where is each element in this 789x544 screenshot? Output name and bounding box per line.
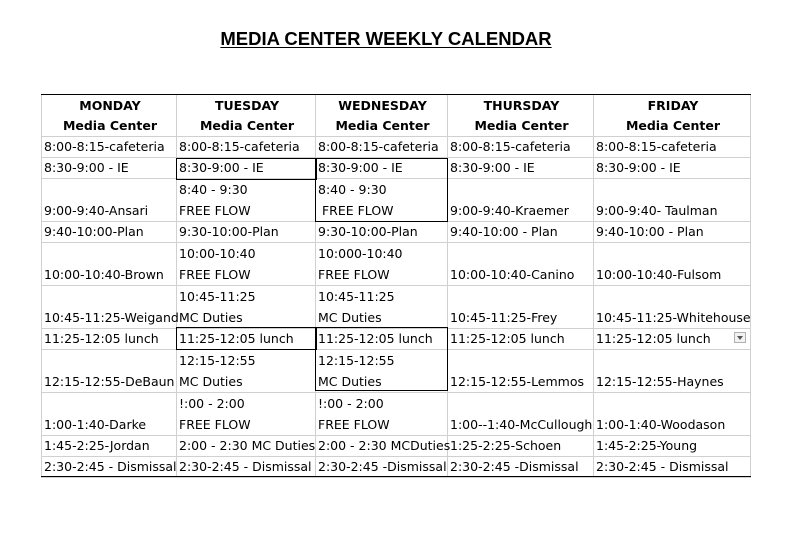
cell-line: 1:00--1:40-McCullough [450,417,593,432]
cell[interactable] [42,286,177,329]
cell-line [450,393,593,414]
day-name: THURSDAY [483,97,560,113]
cell-line: !:00 - 2:00 [179,396,245,411]
cell-line [450,350,593,371]
cell[interactable]: 11:25-12:05 lunch [316,329,448,350]
cell[interactable] [177,286,316,329]
cell[interactable] [448,350,594,393]
cell[interactable] [594,286,751,329]
cell[interactable] [448,286,594,329]
cell-line: 12:15-12:55 [318,353,395,368]
cell[interactable]: 8:00-8:15-cafeteria [594,137,751,158]
cell-line: 8:40 - 9:30 [318,182,387,197]
cell-line: 9:00-9:40-Kraemer [450,203,569,218]
cell-line: !:00 - 2:00 [318,396,384,411]
cell-line: 10:000-10:40 [318,246,403,261]
cell-line: 1:00-1:40-Woodason [596,417,726,432]
cell-line [596,179,750,200]
cell-line: 12:15-12:55-Lemmos [450,374,585,389]
cell[interactable] [316,393,448,436]
cell[interactable]: 9:40-10:00-Plan [42,222,177,243]
table-row [42,393,751,436]
cell[interactable]: 2:00 - 2:30 MC Duties [177,436,316,457]
cell-line: FREE FLOW [318,203,394,218]
cell-line: 12:15-12:55 [179,353,256,368]
dropdown-arrow-icon[interactable] [734,332,746,343]
cell[interactable] [594,350,751,393]
table-bottom-border [41,476,751,477]
cell-line: 10:00-10:40 [179,246,256,261]
cell-line: 10:00-10:40-Fulsom [596,267,722,282]
cell[interactable] [42,243,177,286]
cell-line: FREE FLOW [318,267,390,282]
cell-line [44,243,176,264]
cell-line: 10:45-11:25-Whitehouse [596,310,751,325]
day-place: Media Center [199,117,295,133]
day-place: Media Center [625,117,721,133]
cell-line: FREE FLOW [318,417,390,432]
cell-line: 10:00-10:40-Brown [44,267,164,282]
cell-line: 10:45-11:25-Frey [450,310,558,325]
cell-line: MC Duties [179,374,243,389]
cell[interactable]: 2:30-2:45 - Dismissal [42,457,177,478]
cell[interactable]: 1:45-2:25-Jordan [42,436,177,457]
cell[interactable]: 8:30-9:00 - IE [42,158,177,179]
cell[interactable] [177,243,316,286]
day-name: WEDNESDAY [338,97,427,113]
cell[interactable]: 2:30-2:45 -Dismissal [316,457,448,478]
cell[interactable]: 9:40-10:00 - Plan [448,222,594,243]
table-row [42,137,751,158]
day-name: FRIDAY [647,97,699,113]
header-monday[interactable] [42,95,177,137]
cell[interactable]: 2:30-2:45 -Dismissal [448,457,594,478]
cell-line: 12:15-12:55-Haynes [596,374,724,389]
cell[interactable]: 8:00-8:15-cafeteria [316,137,448,158]
cell[interactable]: 9:40-10:00 - Plan [594,222,751,243]
cell[interactable] [448,179,594,222]
table-row [42,457,751,478]
table-top-border [41,94,751,95]
cell-line: 10:45-11:25 [179,289,256,304]
cell[interactable]: 11:25-12:05 lunch [42,329,177,350]
cell[interactable]: 8:00-8:15-cafeteria [448,137,594,158]
page-title: MEDIA CENTER WEEKLY CALENDAR [220,28,552,49]
cell-line [450,179,593,200]
cell-line: 1:00-1:40-Darke [44,417,147,432]
table-row [42,436,751,457]
cell[interactable]: 2:00 - 2:30 MCDuties [316,436,448,457]
weekly-calendar-table [41,94,751,478]
cell-line [44,179,176,200]
cell[interactable]: 9:30-10:00-Plan [316,222,448,243]
cell-line [596,286,750,307]
cell[interactable]: 2:30-2:45 - Dismissal [594,457,751,478]
day-name: MONDAY [79,97,141,113]
cell-line [596,393,750,414]
cell-line: 9:00-9:40- Taulman [596,203,718,218]
cell[interactable] [42,393,177,436]
cell[interactable] [316,286,448,329]
cell[interactable]: 11:25-12:05 lunch [448,329,594,350]
cell[interactable] [448,393,594,436]
header-friday[interactable] [594,95,751,137]
cell-line [596,350,750,371]
cell-line [450,286,593,307]
cell[interactable]: 8:30-9:00 - IE [448,158,594,179]
cell-line [596,243,750,264]
cell[interactable] [448,243,594,286]
cell[interactable] [316,243,448,286]
cell[interactable] [594,393,751,436]
table-row [42,329,751,350]
cell[interactable] [316,350,448,393]
cell-line: MC Duties [318,310,382,325]
cell[interactable]: 8:30-9:00 - IE [177,158,316,179]
table-row [42,158,751,179]
cell-line: 8:40 - 9:30 [179,182,248,197]
cell-line: 12:15-12:55-DeBaun [44,374,175,389]
cell[interactable] [177,179,316,222]
cell-line: FREE FLOW [179,417,251,432]
cell[interactable]: 9:30-10:00-Plan [177,222,316,243]
cell[interactable] [594,243,751,286]
cell[interactable]: 8:30-9:00 - IE [594,158,751,179]
cell[interactable]: 1:25-2:25-Schoen [448,436,594,457]
cell[interactable]: 8:00-8:15-cafeteria [177,137,316,158]
cell-line [450,243,593,264]
table-row [42,286,751,329]
cell[interactable] [316,179,448,222]
cell-line [44,286,176,307]
table-row [42,222,751,243]
cell-line: 10:00-10:40-Canino [450,267,575,282]
cell[interactable]: 11:25-12:05 lunch [594,329,751,350]
cell[interactable]: 8:00-8:15-cafeteria [42,137,177,158]
cell-line [44,350,176,371]
cell-line: 10:45-11:25 [318,289,395,304]
cell-line: MC Duties [179,310,243,325]
table-row [42,179,751,222]
table-row [42,243,751,286]
cell[interactable] [42,350,177,393]
cell[interactable]: 11:25-12:05 lunch [177,329,316,350]
table-row [42,350,751,393]
header-row [42,95,751,137]
cell[interactable] [42,179,177,222]
cell-line [44,393,176,414]
cell-line: FREE FLOW [179,203,251,218]
cell[interactable] [594,179,751,222]
header-thursday[interactable] [448,95,594,137]
cell[interactable]: 8:30-9:00 - IE [316,158,448,179]
cell[interactable]: 2:30-2:45 - Dismissal [177,457,316,478]
cell-line: MC Duties [318,374,382,389]
cell-line: FREE FLOW [179,267,251,282]
cell[interactable] [177,393,316,436]
header-wednesday[interactable] [316,95,448,137]
day-name: TUESDAY [214,97,280,113]
cell[interactable] [177,350,316,393]
cell[interactable]: 1:45-2:25-Young [594,436,751,457]
header-tuesday[interactable] [177,95,316,137]
day-place: Media Center [335,117,430,133]
cell-line: 9:00-9:40-Ansari [44,203,149,218]
day-place: Media Center [474,117,569,133]
cell-line: 10:45-11:25-Weigand [44,310,179,325]
day-place: Media Center [62,117,158,133]
